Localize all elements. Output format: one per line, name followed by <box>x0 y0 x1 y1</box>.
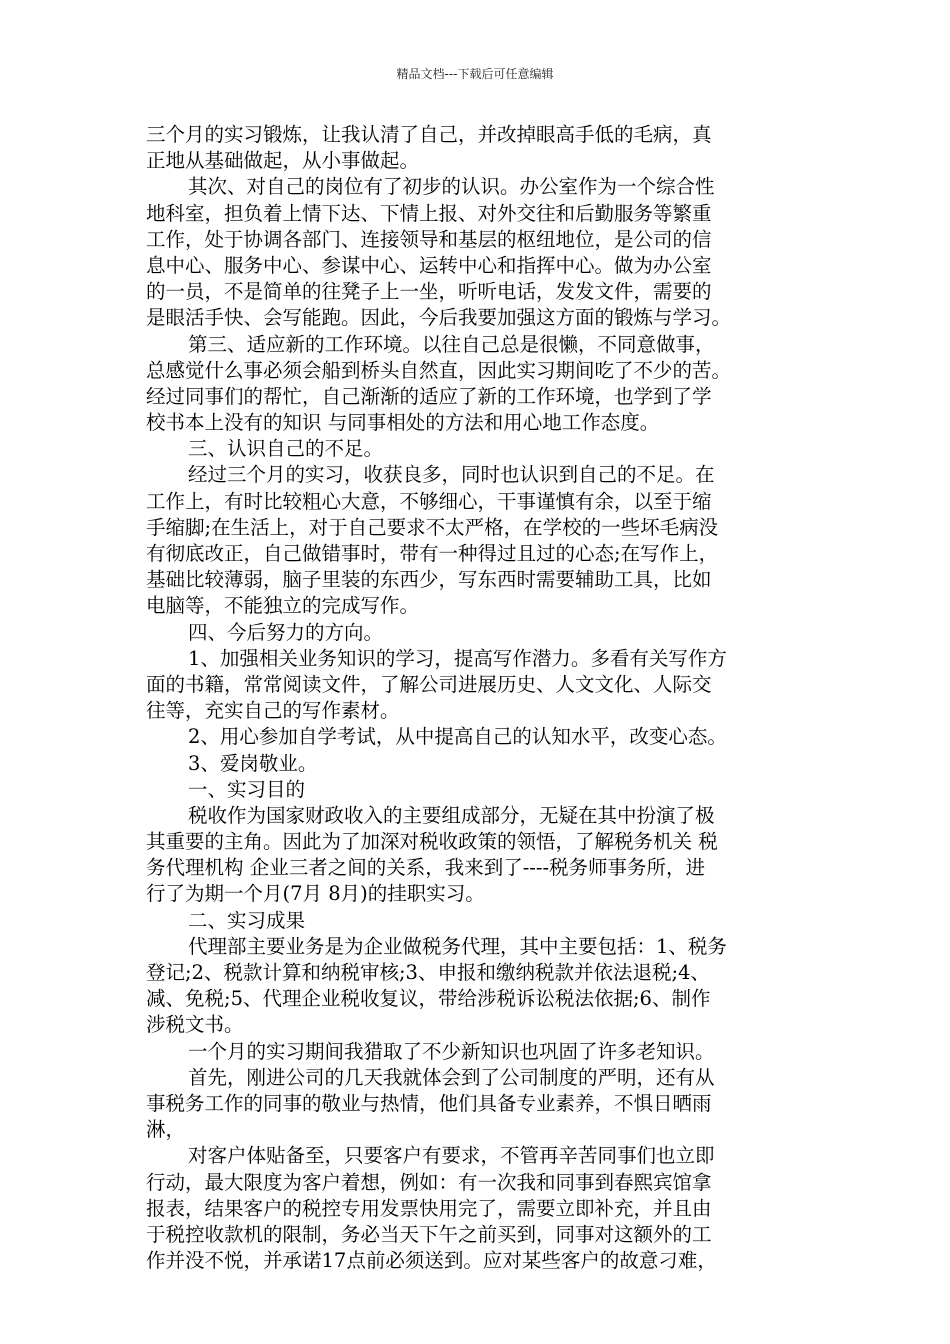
text-line: 的一员，不是简单的往凳子上一坐，听听电话，发发文件，需要的 <box>146 280 712 304</box>
text-line: 二、实习成果 <box>188 908 306 932</box>
text-line: 对客户体贴备至，只要客户有要求，不管再辛苦同事们也立即 <box>188 1144 715 1168</box>
text-line: 一个月的实习期间我猎取了不少新知识也巩固了许多老知识。 <box>188 1039 715 1063</box>
text-line: 经过同事们的帮忙，自己渐渐的适应了新的工作环境，也学到了学 <box>146 384 712 408</box>
text-line: 三、认识自己的不足。 <box>188 437 384 461</box>
text-line: 2、用心参加自学考试，从中提高自己的认知水平，改变心态。 <box>188 725 727 749</box>
text-line: 登记;2、税款计算和纳税审核;3、申报和缴纳税款并依法退税;4、 <box>146 961 710 984</box>
text-line: 减、免税;5、代理企业税收复议，带给涉税诉讼税法依据;6、制作 <box>146 987 711 1011</box>
text-line: 有彻底改正，自己做错事时，带有一种得过且过的心态;在写作上， <box>146 542 719 565</box>
text-line: 代理部主要业务是为企业做税务代理，其中主要包括：1、税务 <box>188 934 727 958</box>
text-line: 三个月的实习锻炼，让我认清了自己，并改掉眼高手低的毛病，真 <box>146 123 712 146</box>
text-line: 工作，处于协调各部门、连接领导和基层的枢纽地位，是公司的信 <box>146 227 712 251</box>
text-line: 是眼活手快、会写能跑。因此，今后我要加强这方面的锻炼与学习。 <box>146 306 732 330</box>
text-line: 校书本上没有的知识 与同事相处的方法和用心地工作态度。 <box>146 411 660 435</box>
text-line: 3、爱岗敬业。 <box>188 751 318 775</box>
text-line: 淋， <box>146 1118 186 1142</box>
text-line: 涉税文书。 <box>146 1013 244 1037</box>
text-line: 事税务工作的同事的敬业与热情，他们具备专业素养，不惧日晒雨 <box>146 1091 712 1115</box>
text-line: 其次、对自己的岗位有了初步的认识。办公室作为一个综合性 <box>188 175 715 199</box>
text-line: 电脑等，不能独立的完成写作。 <box>146 594 420 618</box>
text-line: 正地从基础做起，从小事做起。 <box>146 149 420 173</box>
text-line: 基础比较薄弱，脑子里装的东西少，写东西时需要辅助工具，比如 <box>146 568 712 592</box>
text-line: 手缩脚;在生活上，对于自己要求不太严格，在学校的一些坏毛病没 <box>146 515 719 539</box>
text-line: 行动，最大限度为客户着想，例如：有一次我和同事到春熙宾馆拿 <box>146 1170 712 1194</box>
text-line: 第三、适应新的工作环境。以往自己总是很懒，不同意做事， <box>188 332 715 356</box>
text-line: 行了为期一个月(7月 8月)的挂职实习。 <box>146 882 485 906</box>
text-line: 1、加强相关业务知识的学习，提高写作潜力。多看有关写作方 <box>188 646 727 670</box>
text-line: 报表，结果客户的税控专用发票快用完了，需要立即补充，并且由 <box>146 1196 712 1220</box>
text-line: 息中心、服务中心、参谋中心、运转中心和指挥中心。做为办公室 <box>146 253 712 277</box>
text-line: 其重要的主角。因此为了加深对税收政策的领悟，了解税务机关 税 <box>146 830 718 854</box>
text-line: 首先，刚进公司的几天我就体会到了公司制度的严明，还有从 <box>188 1065 715 1089</box>
text-line: 工作上，有时比较粗心大意，不够细心，干事谨慎有余，以至于缩 <box>146 489 712 513</box>
page-header: 精品文档---下载后可任意编辑 <box>396 67 554 81</box>
text-line: 税收作为国家财政收入的主要组成部分，无疑在其中扮演了极 <box>188 803 715 827</box>
text-line: 四、今后努力的方向。 <box>188 620 384 644</box>
text-line: 往等，充实自己的写作素材。 <box>146 699 400 723</box>
text-line: 务代理机构 企业三者之间的关系，我来到了----税务师事务所，进 <box>146 856 706 880</box>
text-line: 一、实习目的 <box>188 777 306 801</box>
text-line: 地科室，担负着上情下达、下情上报、对外交往和后勤服务等繁重 <box>146 201 712 225</box>
text-line: 总感觉什么事必须会船到桥头自然直，因此实习期间吃了不少的苦。 <box>146 358 732 382</box>
document-body <box>146 122 826 1274</box>
text-line: 经过三个月的实习，收获良多，同时也认识到自己的不足。在 <box>188 463 715 487</box>
text-line: 于税控收款机的限制，务必当天下午之前买到，同事对这额外的工 <box>146 1222 712 1246</box>
text-line: 面的书籍，常常阅读文件，了解公司进展历史、人文文化、人际交 <box>146 672 712 696</box>
text-line: 作并没不悦，并承诺17点前必须送到。应对某些客户的故意刁难， <box>146 1249 717 1273</box>
